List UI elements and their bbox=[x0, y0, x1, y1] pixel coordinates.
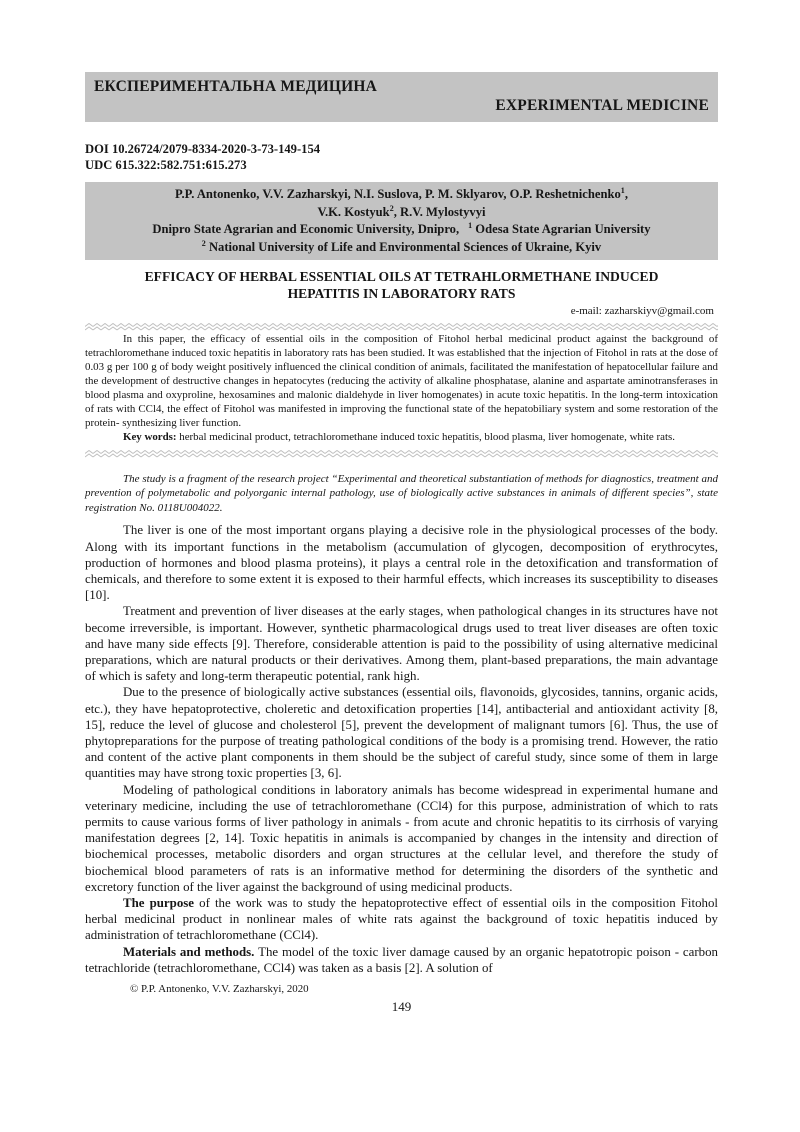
affiliation-superscript: 1 bbox=[620, 185, 625, 195]
article-body bbox=[85, 522, 718, 976]
doi-line: DOI 10.26724/2079-8334-2020-3-73-149-154 bbox=[85, 142, 321, 156]
page-number: 149 bbox=[391, 999, 412, 1015]
body-paragraph: Due to the presence of biologically active substances (essential oils, flavonoids, glycosides, tannins, organic acids, etc.), they have hepatoprotective, choleretic and detoxification properties [14], antibacterial and antioxidant activity [8, 15], reduce the level of glucose and cholesterol [5], prevent the development of malignant tumors [6]. Thus, the use of phytopreparations for the purpose of treating pathological conditions of the body is a promising trend. However, the ratio and content of the active plant components in them should be the subject of careful study, since some of them in large quantities may have strong toxic properties [3, 6]. bbox=[85, 685, 718, 781]
section-title-english: EXPERIMENTAL MEDICINE bbox=[495, 97, 709, 114]
affiliation-line-1: Dnipro State Agrarian and Economic University, Dnipro, $^1$ Odesa State Agrarian University bbox=[152, 221, 651, 237]
body-paragraph-purpose: The purpose of the work was to study the hepatoprotective effect of essential oils in the composition Fitohol herbal medicinal product in nonlinear males of white rats against the background of toxic hepatitis induced by administration of tetrachloromethane (CCl4). bbox=[85, 896, 718, 943]
authors-line-1: P.P. Antonenko, V.V. Zazharskyi, N.I. Suslova, P. M. Sklyarov, O.P. Reshetnichenko$^1$, bbox=[175, 185, 628, 201]
authors-line-2: V.K. Kostyuk$^2$, R.V. Mylostyvyi bbox=[317, 203, 486, 219]
affiliation-superscript: 2 bbox=[389, 203, 394, 213]
article-title-line-1: EFFICACY OF HERBAL ESSENTIAL OILS AT TETRAHLORMETHANE INDUCED bbox=[144, 269, 659, 285]
article-codes bbox=[85, 141, 718, 173]
keywords-label: Key words: bbox=[123, 430, 177, 443]
contact-email: e-mail: zazharskiyv@gmail.com bbox=[570, 305, 714, 318]
section-banner bbox=[85, 72, 718, 122]
section-title-ukrainian: ЕКСПЕРИМЕНТАЛЬНА МЕДИЦИНА bbox=[94, 78, 378, 95]
zigzag-divider-bottom bbox=[85, 450, 718, 458]
zigzag-divider-top bbox=[85, 323, 718, 331]
keywords-text: herbal medicinal product, tetrachloromethane induced toxic hepatitis, blood plasma, liver homogenate, white rats. bbox=[176, 430, 675, 443]
udc-line: UDC 615.322:582.751:615.273 bbox=[85, 158, 247, 172]
body-paragraph: The liver is one of the most important organs playing a decisive role in the physiological processes of the body. Along with its important functions in the metabolism (accumulation of glycogen, decomposition of erythrocytes, production of hormones and blood plasma proteins), it plays a central role in the detoxification and transformation of chemicals, and therefore to some extent it is exposed to their harmful effects, which increases its susceptibility to diseases [10]. bbox=[85, 523, 718, 603]
body-paragraph: Treatment and prevention of liver diseases at the early stages, when pathological changes in its structures have not become irreversible, is important. However, synthetic pharmacological drugs used to treat liver diseases are often toxic and have many side effects [9]. Therefore, considerable attention is paid to the possibility of using alternative medicinal preparations, which are natural products or their derivatives. Among them, plant-based preparations, the main advantage of which is safety and long-term therapeutic potential, rank high. bbox=[85, 604, 718, 684]
research-project-note: The study is a fragment of the research project “Experimental and theoretical substantiation of methods for diagnostics, treatment and prevention of polymetabolic and polyorganic internal pathology, use of biologically active substances in animals of different species”, state registration No. 0118U004022. bbox=[85, 472, 718, 514]
affiliation-superscript: 2 bbox=[201, 238, 206, 248]
keywords-paragraph bbox=[85, 431, 718, 445]
abstract-block bbox=[85, 333, 718, 444]
purpose-lead: The purpose bbox=[123, 896, 195, 911]
copyright-line: © P.P. Antonenko, V.V. Zazharskyi, 2020 bbox=[130, 983, 309, 996]
affiliation-superscript: 1 bbox=[468, 221, 473, 230]
abstract-text: In this paper, the efficacy of essential oils in the composition of Fitohol herbal medicinal product against the background of tetrachloromethane induced toxic hepatitis in laboratory rats has been studied. It was established that the injection of Fitohol in rats at the dose of 0.03 g per 100 g of body weight positively influenced the clinical condition of animals, facilitated the manifestation of hepatocellular failure and the development of destructive changes in hepatocytes (reducing the activity of alkaline phosphatase, alanine and aspartate aminotransferases in blood plasma and oxyproline, hexosamines and malonic dialdehyde in liver homogenates) in acute toxic hepatitis. In the long-term intoxication of rats with CCl4, the effect of Fitohol was manifested in improving the functional state of the hepatobiliary system and some restoration of the protein- synthesizing liver function. bbox=[85, 333, 718, 429]
authors-affiliations-block bbox=[85, 182, 718, 260]
article-title-line-2: HEPATITIS IN LABORATORY RATS bbox=[287, 285, 516, 301]
materials-methods-lead: Materials and methods. bbox=[123, 944, 255, 959]
body-paragraph-materials: Materials and methods. The model of the toxic liver damage caused by an organic hepatotropic poison - carbon tetrachloride (tetrachloromethane, CCl4) was taken as a basis [2]. A solution of bbox=[85, 944, 718, 975]
affiliation-line-2: $^2$ National University of Life and Environmental Sciences of Ukraine, Kyiv bbox=[201, 238, 602, 254]
body-paragraph: Modeling of pathological conditions in laboratory animals has become widespread in experimental humane and veterinary medicine, including the use of tetrachloromethane (CCl4) for this purpose, administration of which to rats permits to cause various forms of liver pathology in animals - from acute and chronic hepatitis to its cirrhosis of varying manifestation degrees [2, 14]. Toxic hepatitis in animals is accompanied by changes in the intensity and direction of biochemical processes, metabolic disorders and organ structures at the cellular level, and therefore the study of biochemical blood parameters of rats is an informative method for determining the disorders of the synthetic and excretory function of the liver against the background of using medicinal products. bbox=[85, 782, 718, 894]
page-footer bbox=[85, 983, 718, 1014]
article-title bbox=[85, 269, 718, 302]
